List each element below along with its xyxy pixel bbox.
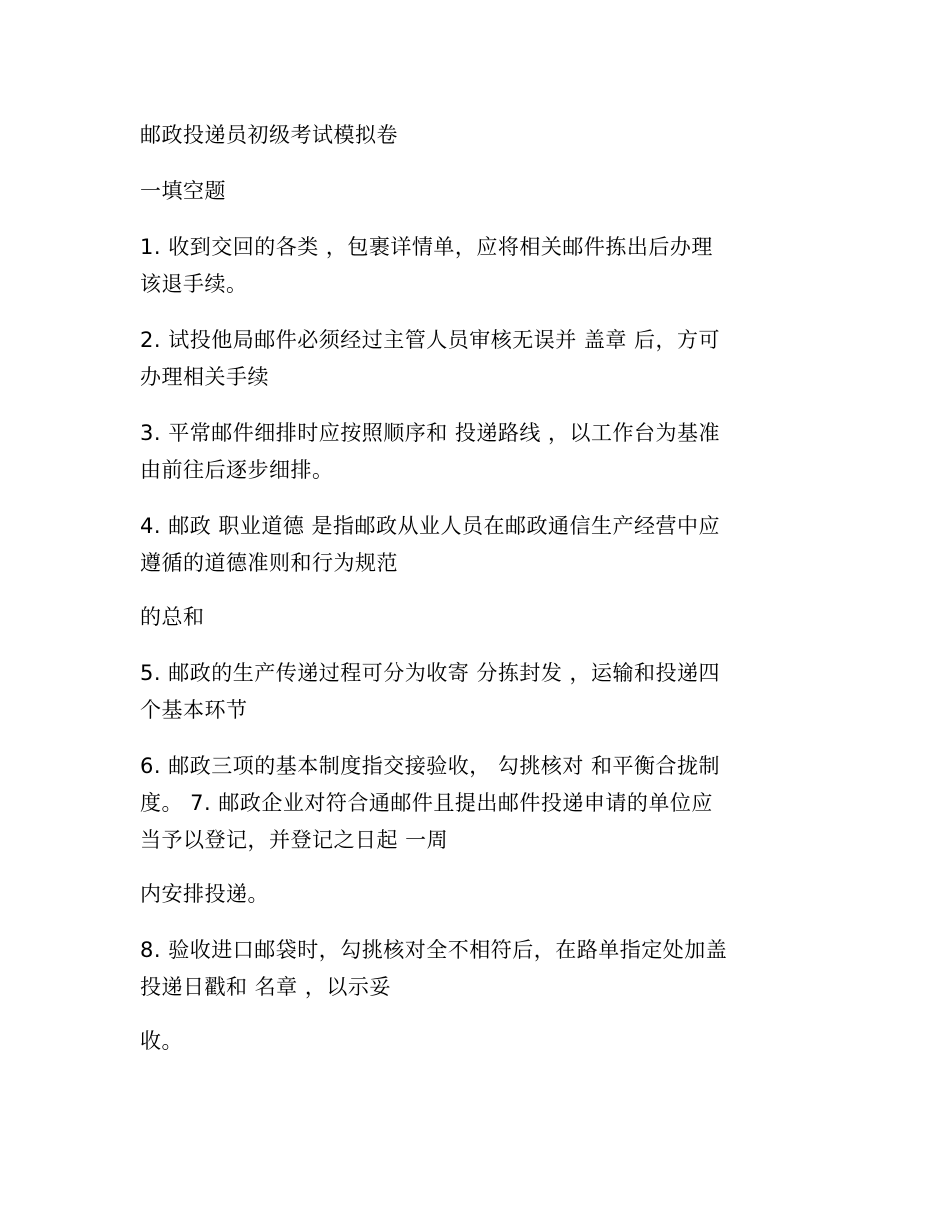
question-3-line-2: 由前往后逐步细排。 — [140, 458, 334, 482]
question-2-line-2: 办理相关手续 — [140, 365, 269, 389]
question-4-line-3: 的总和 — [140, 605, 205, 629]
section-heading: 一填空题 — [140, 179, 226, 203]
question-4-line-2: 遵循的道德准则和行为规范 — [140, 551, 398, 575]
question-8-line-1: 8. 验收进口邮袋时，勾挑核对全不相符后，在路单指定处加盖 — [140, 938, 728, 962]
question-7-line-3: 内安排投递。 — [140, 882, 269, 906]
question-1-line-1: 1. 收到交回的各类 ，包裹详情单，应将相关邮件拣出后办理 — [140, 235, 713, 259]
question-3-line-1: 3. 平常邮件细排时应按照顺序和 投递路线 ，以工作台为基准 — [140, 421, 721, 445]
question-4-line-1: 4. 邮政 职业道德 是指邮政从业人员在邮政通信生产经营中应 — [140, 514, 721, 538]
question-2-line-1: 2. 试投他局邮件必须经过主管人员审核无误并 盖章 后，方可 — [140, 328, 721, 352]
document-title: 邮政投递员初级考试模拟卷 — [140, 123, 398, 147]
question-8-line-2: 投递日戳和 名章 ，以示妥 — [140, 975, 391, 999]
question-5-line-1: 5. 邮政的生产传递过程可分为收寄 分拣封发 ，运输和投递四 — [140, 661, 721, 685]
question-7-line-2: 当予以登记，并登记之日起 一周 — [140, 828, 449, 852]
question-6-line-2: 度。 7. 邮政企业对符合通邮件且提出邮件投递申请的单位应 — [140, 791, 713, 815]
question-6-line-1: 6. 邮政三项的基本制度指交接验收， 勾挑核对 和平衡合拢制 — [140, 754, 721, 778]
question-5-line-2: 个基本环节 — [140, 698, 248, 722]
question-1-line-2: 该退手续。 — [140, 272, 248, 296]
question-8-line-3: 收。 — [140, 1029, 183, 1053]
